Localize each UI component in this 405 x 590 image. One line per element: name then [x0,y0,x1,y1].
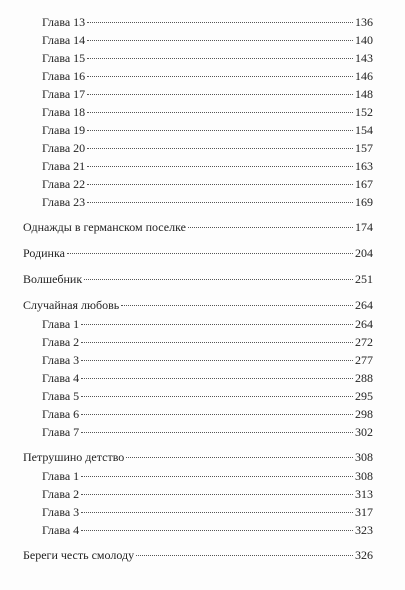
toc-entry-title: Глава 16 [42,69,86,83]
toc-entry-title: Глава 14 [42,33,86,47]
dot-leader [87,202,353,203]
dot-leader [87,166,353,167]
dot-leader [87,130,353,131]
toc-entry-page-number: 140 [355,33,373,47]
toc-entry-title: Глава 23 [42,195,86,209]
toc-entry-title: Глава 3 [42,505,80,519]
toc-entry-page-number: 326 [355,548,373,562]
toc-entry-page-number: 277 [355,353,373,367]
toc-entry-title: Глава 17 [42,87,86,101]
dot-leader [121,305,353,306]
toc-entry-title: Глава 6 [42,407,80,421]
dot-leader [81,324,353,325]
dot-leader [81,476,353,477]
section-gap [23,211,373,218]
toc-entry-love-chapter-3 [23,351,373,369]
toc-entry-page-number: 146 [355,69,373,83]
toc-entry-page-number: 288 [355,371,373,385]
toc-entry-title: Глава 3 [42,353,80,367]
toc-entry-love-chapter-4 [23,369,373,387]
toc-entry-chapter-13 [23,13,373,31]
toc-entry-page-number: 152 [355,105,373,119]
dot-leader [87,112,353,113]
toc-entry-page-number: 174 [355,220,373,234]
toc-entry-page-number: 167 [355,177,373,191]
toc-entry-chapter-20 [23,139,373,157]
toc-entry-chapter-21 [23,157,373,175]
toc-entry-love-chapter-6 [23,405,373,423]
toc-entry-page-number: 204 [355,246,373,260]
section-gap [23,539,373,546]
dot-leader [87,58,353,59]
section-gap [23,441,373,448]
toc-entry-title: Глава 2 [42,335,80,349]
toc-entry-title: Глава 1 [42,469,80,483]
toc-entry-page-number: 148 [355,87,373,101]
toc-entry-chapter-16 [23,67,373,85]
table-of-contents [23,13,373,565]
toc-entry-title: Глава 21 [42,159,86,173]
dot-leader [87,148,353,149]
dot-leader [87,76,353,77]
toc-entry-page-number: 323 [355,523,373,537]
dot-leader [81,432,353,433]
toc-entry-random-love [23,296,373,315]
dot-leader [84,279,353,280]
toc-entry-love-chapter-5 [23,387,373,405]
dot-leader [81,512,353,513]
toc-entry-page-number: 157 [355,141,373,155]
dot-leader [81,494,353,495]
toc-entry-chapter-23 [23,193,373,211]
toc-entry-page-number: 264 [355,298,373,312]
dot-leader [188,227,353,228]
toc-entry-chapter-17 [23,85,373,103]
toc-entry-rodinka [23,244,373,263]
toc-entry-page-number: 251 [355,272,373,286]
dot-leader [87,40,353,41]
toc-entry-title: Глава 7 [42,425,80,439]
dot-leader [81,378,353,379]
toc-entry-title: Глава 1 [42,317,80,331]
toc-entry-page-number: 298 [355,407,373,421]
toc-entry-volshebnik [23,270,373,289]
toc-entry-page-number: 302 [355,425,373,439]
toc-entry-page-number: 313 [355,487,373,501]
section-gap [23,289,373,296]
dot-leader [81,414,353,415]
dot-leader [87,184,353,185]
dot-leader [81,396,353,397]
dot-leader [67,253,353,254]
section-gap [23,263,373,270]
toc-entry-chapter-22 [23,175,373,193]
toc-entry-title: Глава 13 [42,15,86,29]
dot-leader [87,94,353,95]
toc-entry-title: Однажды в германском поселке [23,220,186,234]
toc-entry-chapter-19 [23,121,373,139]
toc-entry-title: Глава 18 [42,105,86,119]
toc-entry-title: Петрушино детство [23,450,125,464]
toc-entry-page-number: 169 [355,195,373,209]
toc-entry-love-chapter-7 [23,423,373,441]
toc-entry-title: Глава 15 [42,51,86,65]
toc-entry-title: Глава 19 [42,123,86,137]
toc-entry-title: Родинка [23,246,65,260]
toc-entry-childhood-chapter-1 [23,467,373,485]
toc-entry-chapter-14 [23,31,373,49]
toc-entry-title: Случайная любовь [23,298,120,312]
toc-entry-page-number: 136 [355,15,373,29]
toc-entry-page-number: 272 [355,335,373,349]
toc-entry-childhood-chapter-4 [23,521,373,539]
toc-entry-title: Береги честь смолоду [23,548,135,562]
toc-entry-chapter-15 [23,49,373,67]
dot-leader [81,342,353,343]
toc-entry-honor [23,546,373,565]
toc-entry-petrusha-childhood [23,448,373,467]
toc-entry-page-number: 308 [355,450,373,464]
dot-leader [81,360,353,361]
toc-entry-title: Глава 5 [42,389,80,403]
toc-entry-page-number: 308 [355,469,373,483]
toc-entry-page-number: 143 [355,51,373,65]
toc-entry-childhood-chapter-2 [23,485,373,503]
toc-entry-chapter-18 [23,103,373,121]
toc-entry-page-number: 295 [355,389,373,403]
toc-entry-childhood-chapter-3 [23,503,373,521]
toc-entry-love-chapter-1 [23,315,373,333]
toc-entry-page-number: 317 [355,505,373,519]
dot-leader [87,22,353,23]
toc-entry-title: Глава 4 [42,523,80,537]
toc-entry-title: Глава 20 [42,141,86,155]
section-gap [23,237,373,244]
toc-entry-title: Волшебник [23,272,83,286]
toc-entry-page-number: 154 [355,123,373,137]
toc-entry-love-chapter-2 [23,333,373,351]
toc-entry-page-number: 264 [355,317,373,331]
dot-leader [136,555,353,556]
toc-entry-title: Глава 2 [42,487,80,501]
toc-entry-title: Глава 22 [42,177,86,191]
dot-leader [81,530,353,531]
toc-entry-title: Глава 4 [42,371,80,385]
toc-entry-germany [23,218,373,237]
toc-entry-page-number: 163 [355,159,373,173]
dot-leader [126,457,353,458]
